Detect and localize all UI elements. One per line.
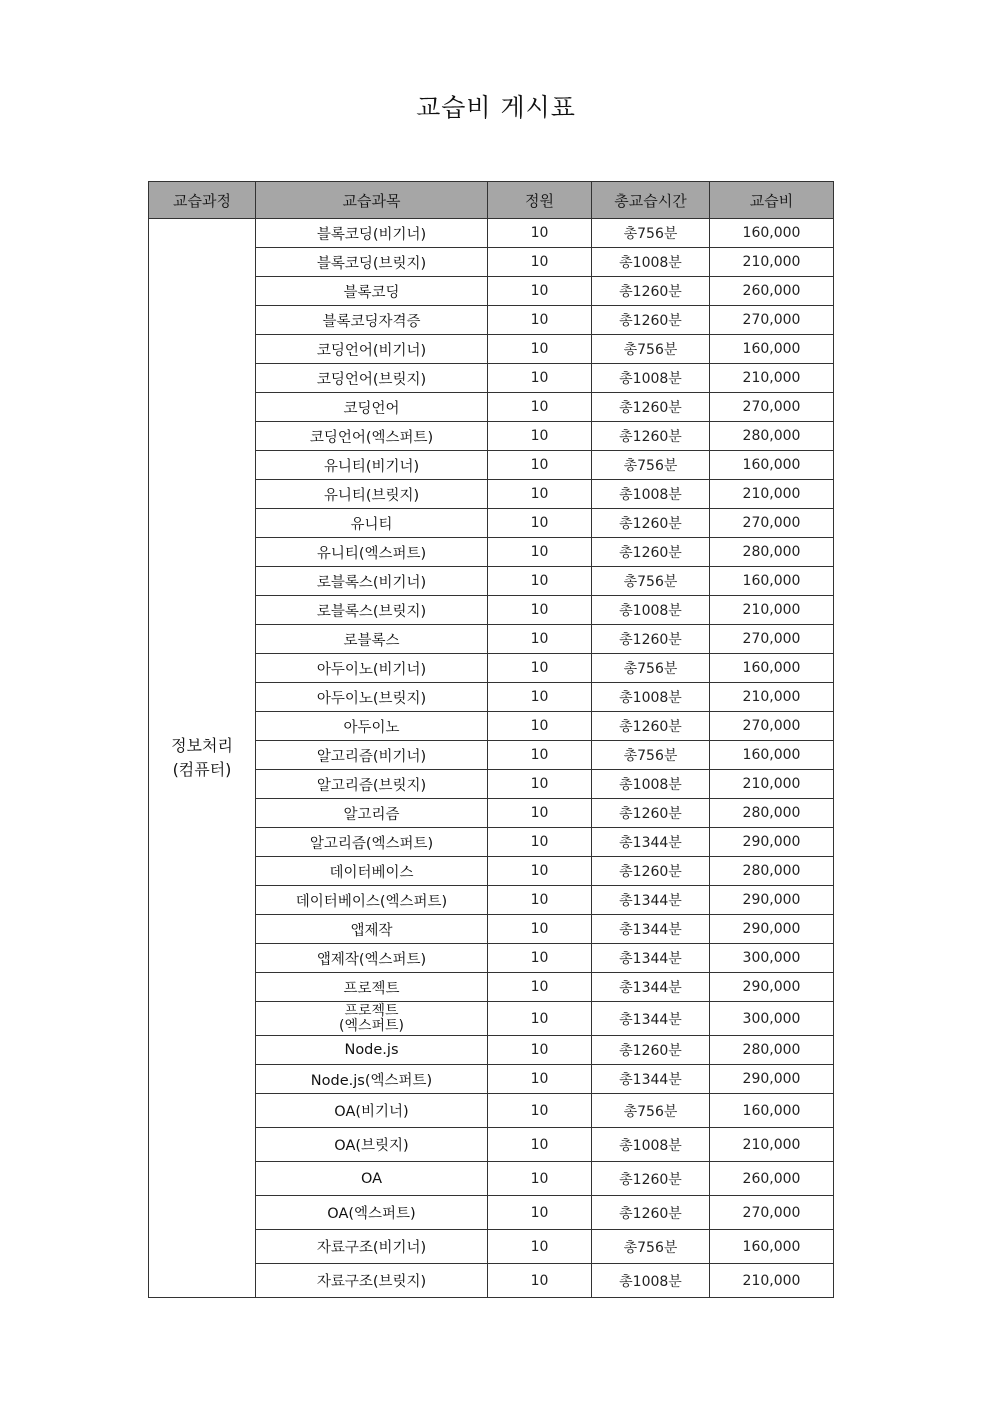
header-capacity: 정원	[488, 182, 592, 219]
total-hours-cell: 총1260분	[592, 277, 710, 306]
capacity-cell: 10	[488, 886, 592, 915]
subject-cell: 자료구조(브릿지)	[256, 1264, 488, 1298]
fee-cell: 280,000	[710, 1036, 834, 1065]
total-hours-cell: 총1008분	[592, 248, 710, 277]
fee-cell: 210,000	[710, 1264, 834, 1298]
subject-cell: 블록코딩	[256, 277, 488, 306]
capacity-cell: 10	[488, 393, 592, 422]
total-hours-cell: 총756분	[592, 1094, 710, 1128]
total-hours-cell: 총1344분	[592, 828, 710, 857]
capacity-cell: 10	[488, 1036, 592, 1065]
total-hours-cell: 총1260분	[592, 799, 710, 828]
fee-cell: 160,000	[710, 451, 834, 480]
capacity-cell: 10	[488, 1196, 592, 1230]
fee-cell: 280,000	[710, 422, 834, 451]
subject-cell: 프로젝트	[256, 973, 488, 1002]
subject-cell: 데이터베이스	[256, 857, 488, 886]
total-hours-cell: 총1008분	[592, 480, 710, 509]
capacity-cell: 10	[488, 567, 592, 596]
subject-cell: OA	[256, 1162, 488, 1196]
subject-cell: 블록코딩(브릿지)	[256, 248, 488, 277]
subject-cell: 아두이노(브릿지)	[256, 683, 488, 712]
subject-cell: OA(비기너)	[256, 1094, 488, 1128]
course-name-cell: 정보처리 (컴퓨터)	[149, 219, 256, 1298]
subject-cell: OA(브릿지)	[256, 1128, 488, 1162]
fee-cell: 290,000	[710, 1065, 834, 1094]
subject-cell: 자료구조(비기너)	[256, 1230, 488, 1264]
capacity-cell: 10	[488, 799, 592, 828]
fee-cell: 210,000	[710, 364, 834, 393]
header-course: 교습과정	[149, 182, 256, 219]
total-hours-cell: 총1260분	[592, 393, 710, 422]
subject-cell: 알고리즘	[256, 799, 488, 828]
total-hours-cell: 총1260분	[592, 306, 710, 335]
capacity-cell: 10	[488, 335, 592, 364]
capacity-cell: 10	[488, 770, 592, 799]
fee-cell: 290,000	[710, 886, 834, 915]
total-hours-cell: 총756분	[592, 335, 710, 364]
fee-cell: 260,000	[710, 1162, 834, 1196]
total-hours-cell: 총1260분	[592, 1196, 710, 1230]
capacity-cell: 10	[488, 915, 592, 944]
subject-cell: 코딩언어	[256, 393, 488, 422]
fee-cell: 300,000	[710, 944, 834, 973]
fee-cell: 270,000	[710, 509, 834, 538]
total-hours-cell: 총756분	[592, 741, 710, 770]
capacity-cell: 10	[488, 1002, 592, 1036]
fee-cell: 210,000	[710, 1128, 834, 1162]
subject-cell: 코딩언어(엑스퍼트)	[256, 422, 488, 451]
total-hours-cell: 총756분	[592, 654, 710, 683]
capacity-cell: 10	[488, 741, 592, 770]
header-fee: 교습비	[710, 182, 834, 219]
capacity-cell: 10	[488, 1128, 592, 1162]
fee-cell: 270,000	[710, 625, 834, 654]
total-hours-cell: 총1008분	[592, 1264, 710, 1298]
subject-cell: 아두이노(비기너)	[256, 654, 488, 683]
capacity-cell: 10	[488, 596, 592, 625]
fee-cell: 210,000	[710, 248, 834, 277]
capacity-cell: 10	[488, 248, 592, 277]
subject-cell: OA(엑스퍼트)	[256, 1196, 488, 1230]
total-hours-cell: 총1260분	[592, 509, 710, 538]
total-hours-cell: 총1344분	[592, 973, 710, 1002]
total-hours-cell: 총756분	[592, 451, 710, 480]
subject-cell: 앱제작	[256, 915, 488, 944]
subject-cell: Node.js(엑스퍼트)	[256, 1065, 488, 1094]
subject-cell: 앱제작(엑스퍼트)	[256, 944, 488, 973]
total-hours-cell: 총1008분	[592, 1128, 710, 1162]
capacity-cell: 10	[488, 1094, 592, 1128]
fee-cell: 160,000	[710, 219, 834, 248]
capacity-cell: 10	[488, 480, 592, 509]
capacity-cell: 10	[488, 1264, 592, 1298]
total-hours-cell: 총1260분	[592, 1162, 710, 1196]
capacity-cell: 10	[488, 857, 592, 886]
capacity-cell: 10	[488, 973, 592, 1002]
capacity-cell: 10	[488, 828, 592, 857]
subject-cell: 블록코딩자격증	[256, 306, 488, 335]
subject-cell: 유니티(비기너)	[256, 451, 488, 480]
subject-cell: 유니티	[256, 509, 488, 538]
fee-cell: 210,000	[710, 596, 834, 625]
capacity-cell: 10	[488, 1230, 592, 1264]
fee-cell: 270,000	[710, 1196, 834, 1230]
fee-cell: 210,000	[710, 480, 834, 509]
fee-table	[148, 181, 834, 1298]
fee-cell: 160,000	[710, 567, 834, 596]
total-hours-cell: 총1008분	[592, 770, 710, 799]
subject-cell: 로블록스	[256, 625, 488, 654]
fee-cell: 290,000	[710, 828, 834, 857]
capacity-cell: 10	[488, 1065, 592, 1094]
fee-cell: 290,000	[710, 973, 834, 1002]
capacity-cell: 10	[488, 944, 592, 973]
total-hours-cell: 총1260분	[592, 1036, 710, 1065]
fee-cell: 270,000	[710, 306, 834, 335]
fee-cell: 280,000	[710, 857, 834, 886]
fee-cell: 160,000	[710, 1230, 834, 1264]
fee-cell: 160,000	[710, 1094, 834, 1128]
fee-cell: 210,000	[710, 770, 834, 799]
subject-cell: 유니티(엑스퍼트)	[256, 538, 488, 567]
capacity-cell: 10	[488, 654, 592, 683]
subject-cell: 유니티(브릿지)	[256, 480, 488, 509]
subject-cell: 로블록스(브릿지)	[256, 596, 488, 625]
subject-cell: 데이터베이스(엑스퍼트)	[256, 886, 488, 915]
table-body	[149, 219, 834, 1298]
fee-cell: 160,000	[710, 654, 834, 683]
total-hours-cell: 총1344분	[592, 886, 710, 915]
subject-cell: 블록코딩(비기너)	[256, 219, 488, 248]
total-hours-cell: 총1260분	[592, 857, 710, 886]
subject-cell: 프로젝트 (엑스퍼트)	[256, 1002, 488, 1036]
capacity-cell: 10	[488, 712, 592, 741]
total-hours-cell: 총1344분	[592, 1065, 710, 1094]
fee-cell: 270,000	[710, 393, 834, 422]
total-hours-cell: 총756분	[592, 1230, 710, 1264]
capacity-cell: 10	[488, 509, 592, 538]
fee-cell: 210,000	[710, 683, 834, 712]
subject-cell: 알고리즘(비기너)	[256, 741, 488, 770]
total-hours-cell: 총1260분	[592, 625, 710, 654]
fee-cell: 280,000	[710, 538, 834, 567]
fee-cell: 280,000	[710, 799, 834, 828]
fee-cell: 260,000	[710, 277, 834, 306]
table-row	[149, 219, 834, 248]
subject-cell: 로블록스(비기너)	[256, 567, 488, 596]
capacity-cell: 10	[488, 538, 592, 567]
subject-cell: 아두이노	[256, 712, 488, 741]
fee-cell: 270,000	[710, 712, 834, 741]
total-hours-cell: 총1008분	[592, 596, 710, 625]
subject-cell: 알고리즘(브릿지)	[256, 770, 488, 799]
subject-cell: 코딩언어(비기너)	[256, 335, 488, 364]
total-hours-cell: 총1344분	[592, 1002, 710, 1036]
capacity-cell: 10	[488, 683, 592, 712]
total-hours-cell: 총1260분	[592, 422, 710, 451]
header-subject: 교습과목	[256, 182, 488, 219]
subject-cell: Node.js	[256, 1036, 488, 1065]
total-hours-cell: 총1260분	[592, 712, 710, 741]
total-hours-cell: 총1008분	[592, 683, 710, 712]
capacity-cell: 10	[488, 219, 592, 248]
total-hours-cell: 총1008분	[592, 364, 710, 393]
total-hours-cell: 총756분	[592, 567, 710, 596]
fee-cell: 160,000	[710, 335, 834, 364]
subject-cell: 코딩언어(브릿지)	[256, 364, 488, 393]
header-row	[149, 182, 834, 219]
capacity-cell: 10	[488, 277, 592, 306]
capacity-cell: 10	[488, 451, 592, 480]
total-hours-cell: 총1344분	[592, 944, 710, 973]
subject-cell: 알고리즘(엑스퍼트)	[256, 828, 488, 857]
fee-cell: 290,000	[710, 915, 834, 944]
capacity-cell: 10	[488, 625, 592, 654]
fee-cell: 160,000	[710, 741, 834, 770]
capacity-cell: 10	[488, 364, 592, 393]
capacity-cell: 10	[488, 422, 592, 451]
total-hours-cell: 총1260분	[592, 538, 710, 567]
total-hours-cell: 총756분	[592, 219, 710, 248]
capacity-cell: 10	[488, 306, 592, 335]
page-title: 교습비 게시표	[416, 93, 576, 122]
fee-cell: 300,000	[710, 1002, 834, 1036]
header-total-hours: 총교습시간	[592, 182, 710, 219]
capacity-cell: 10	[488, 1162, 592, 1196]
total-hours-cell: 총1344분	[592, 915, 710, 944]
